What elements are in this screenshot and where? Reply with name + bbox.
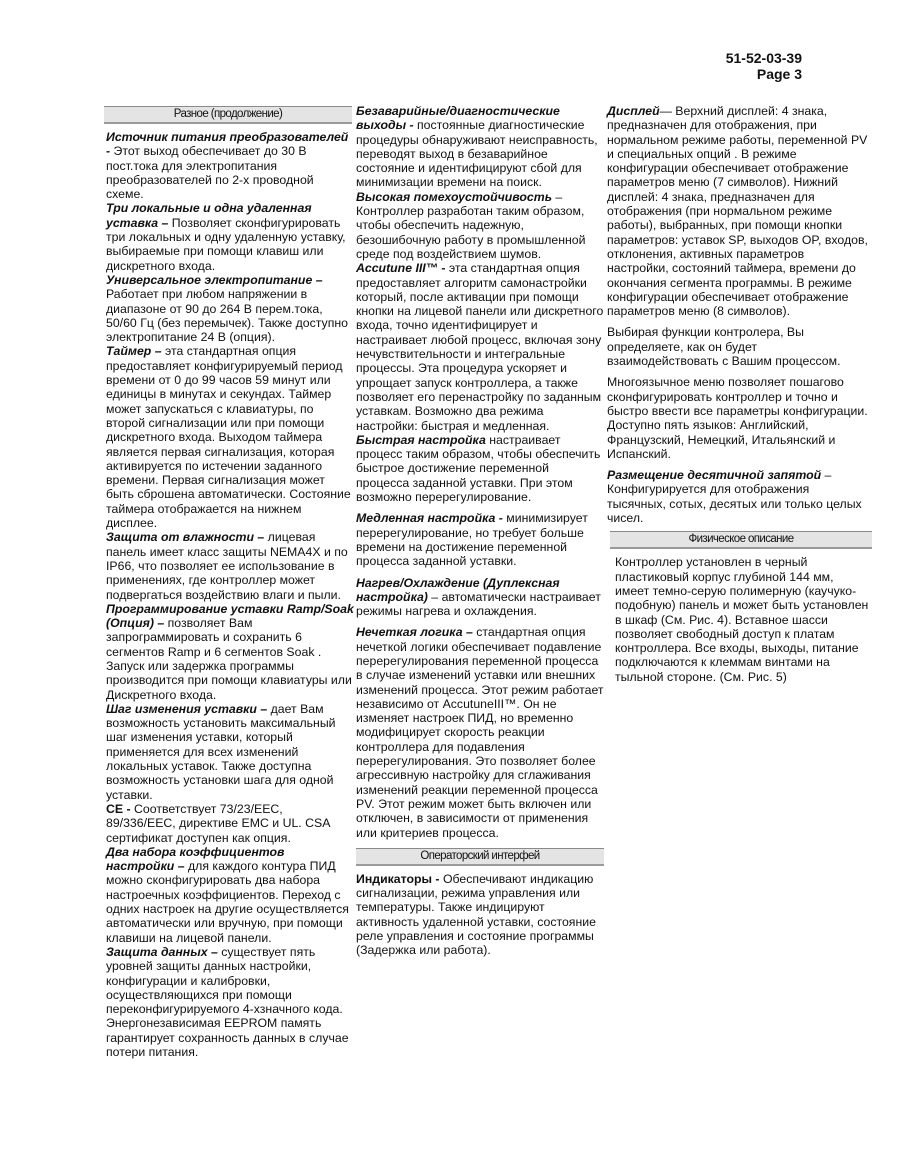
paragraph-text: эта стандартная опция предоставляет конфигурируемый период времени от 0 до 99 часов 59 минут или единицы в минутах и секундах. Таймер может запускаться с клавиатуры, по второй сигнализации или при помощи дискретного входа. Выходом таймера является первая сигнализация, которая активируется по истечении заданного времени. Первая сигнализация может быть сброшена автоматически. Состояние таймера отображается на нижнем дисплее. bbox=[106, 344, 351, 531]
paragraph-text: Соответствует 73/23/EEC, 89/336/EEC, директиве EMC и UL. CSA сертификат доступен как опция. bbox=[106, 801, 330, 845]
paragraph-text: минимизирует перерегулирование, но требует больше времени на достижение переменной процесса заданной уставки. bbox=[356, 511, 588, 569]
column-1 bbox=[106, 104, 354, 1059]
col3-items bbox=[607, 104, 869, 525]
paragraph bbox=[106, 201, 354, 272]
paragraph bbox=[607, 375, 869, 461]
paragraph-text: Обеспечивают индикацию сигнализации, режима управления или температуры. Также индицируют активность удаленной уставки, состояние реле управления и состояние программы (Задержка или работа). bbox=[356, 871, 596, 958]
paragraph-text: настраивает процесс таким образом, чтобы обеспечить быстрое достижение переменной процесса заданной уставки. При этом возможно перерегулирование. bbox=[356, 432, 601, 505]
paragraph-title: Универсальное электропитание – bbox=[106, 272, 323, 287]
paragraph-text: Многоязычное меню позволяет пошагово сконфигурировать контроллер и точно и быстро ввести все параметры конфигурации. Доступно пять языков: Английский, Французский, Немецкий, Итальянский и Испанский. bbox=[607, 375, 868, 461]
paragraph-text: — Верхний дисплей: 4 знака, предназначен для отображения, при нормальном режиме работы, переменной PV и специальных опций . В режиме конфигурации обеспечивает отображение параметров меню (7 символов). Нижний дисплей: 4 знака, предназначен для отображения (при нормальном режиме работы), выбранных, при помощи кнопки параметров: уставок SP, выходов OP, входов, отклонения, активных параметров настройки, состояний таймера, времени до окончания сегмента программы. В режиме конфигурации обеспечивает отображение параметров меню (8 символов). bbox=[607, 104, 868, 319]
paragraph-title: CE - bbox=[106, 801, 131, 816]
paragraph-text: Этот выход обеспечивает до 30 В пост.тока для электропитания преобразователей по 2-х проводной схеме. bbox=[106, 144, 314, 202]
paragraph-title: Таймер – bbox=[106, 344, 162, 359]
paragraph bbox=[106, 845, 354, 945]
paragraph-title: Защита от влажности – bbox=[106, 530, 265, 545]
paragraph-text: эта стандартная опция предоставляет алгоритм самонастройки который, после активации при помощи кнопки на лицевой панели или дискретного входа, точно идентифицирует и настраивает любой процесс, включая зону нечувствительности и интегральные процессы. Эта процедура ускоряет и упрощает запуск контроллера, а также позволяет его перенастройку по заданным уставкам. Возможно два режима настройки: быстрая и медленная. bbox=[356, 261, 604, 433]
paragraph-text: лицевая панель имеет класс защиты NEMA4X и по IP66, что позволяет ее использование в применениях, где контроллер может подвергаться воздействию влаги и пыли. bbox=[106, 530, 348, 602]
paragraph bbox=[106, 702, 354, 802]
paragraph-title: Нечеткая логика – bbox=[356, 625, 473, 640]
paragraph bbox=[356, 261, 604, 433]
paragraph-title: Три локальные и одна удаленная уставка – bbox=[106, 201, 312, 230]
paragraph bbox=[356, 625, 604, 839]
paragraph-text: – Контроллер разработан таким образом, чтобы обеспечить надежную, безошибочную работу в промышленной среде под воздействием шумов. bbox=[356, 189, 586, 261]
paragraph bbox=[106, 273, 354, 344]
column-3 bbox=[607, 104, 869, 684]
paragraph-text: Выбирая функции контролера, Вы определяете, как он будет взаимодействовать с Вашим процессом. bbox=[607, 325, 841, 369]
section-header-physical-description: Физическое описание bbox=[610, 531, 872, 549]
paragraph bbox=[106, 802, 354, 845]
page-number: Page 3 bbox=[756, 66, 802, 82]
paragraph-title: Индикаторы - bbox=[356, 871, 440, 886]
paragraph-title: Accutune III™ - bbox=[356, 261, 446, 276]
section-header-misc: Разное (продолжение) bbox=[104, 106, 352, 124]
paragraph-title: Программирование уставки Ramp/Soak (Опция) – bbox=[106, 601, 354, 631]
paragraph bbox=[356, 190, 604, 261]
paragraph-title: Высокая помехоустойчивость bbox=[356, 189, 553, 204]
physical-description-text: Контроллер установлен в черный пластиковый корпус глубиной 144 мм, имеет темно-серую полимерную (каучуко-подобную) панель и может быть установлен в шкаф (См. Рис. 4). Вставное шасси позволяет свободный доступ к платам контроллера. Все входы, выходы, питание подключаются к клеммам винтами на тыльной стороне. (См. Рис. 5) bbox=[615, 555, 869, 684]
paragraph bbox=[356, 511, 604, 568]
paragraph bbox=[607, 325, 869, 368]
col1-items bbox=[106, 130, 354, 1059]
paragraph bbox=[356, 433, 604, 504]
paragraph-title: Два набора коэффициентов настройки – bbox=[106, 844, 285, 874]
paragraph bbox=[607, 104, 869, 318]
paragraph bbox=[106, 130, 354, 201]
col2-operator-items bbox=[356, 872, 604, 958]
paragraph-title: Дисплей bbox=[607, 104, 660, 118]
paragraph-text: Работает при любом напряжении в диапазоне от 90 до 264 В перем.тока, 50/60 Гц (без перемычек). Также доступно электропитание 24 В (опция). bbox=[106, 287, 348, 345]
paragraph bbox=[106, 344, 354, 530]
paragraph-title: Шаг изменения уставки – bbox=[106, 701, 268, 716]
col2-items bbox=[356, 104, 604, 840]
paragraph-text: постоянные диагностические процедуры обнаруживают неисправность, переводят выход в безаварийное состояние и идентифицируют сбой для минимизации времени на поиск. bbox=[356, 118, 598, 190]
paragraph-text: существует пять уровней защиты данных настройки, конфигурации и калибровки, осуществляющихся при помощи переконфигурируемого 4-хзначного кода. Энергонезависимая EEPROM память гарантирует сохранность данных в случае потери питания. bbox=[106, 944, 349, 1059]
paragraph-title: Защита данных – bbox=[106, 944, 218, 959]
paragraph-title: Размещение десятичной запятой bbox=[607, 468, 822, 483]
section-header-operator-interface: Операторский интерфей bbox=[356, 848, 604, 866]
paragraph-title: Нагрев/Охлаждение (Дуплексная настройка) bbox=[356, 575, 560, 604]
document-number: 51-52-03-39 bbox=[725, 50, 802, 66]
paragraph bbox=[106, 530, 354, 601]
paragraph-text: стандартная опция нечеткой логики обеспечивает подавление перерегулирования переменной процесса в случае изменений уставки или внешних изменений процесса. Этот режим работает независимо от AccutuneIII™. Он не изменяет настроек ПИД, но временно модифицирует скорость реакции контроллера для подавления перерегулирования. Это позволяет более агрессивную настройку для сглаживания изменений реакции переменной процесса PV. Этот режим может быть включен или отключен, в зависимости от применения или критериев процесса. bbox=[356, 625, 604, 840]
paragraph-title: Медленная настройка - bbox=[356, 511, 503, 526]
column-2 bbox=[356, 104, 604, 958]
page-header bbox=[726, 50, 802, 82]
paragraph-text: для каждого контура ПИД можно сконфигурировать два набора настроечных коэффициентов. Переход с одних настроек на другие осуществляется автоматически или вручную, при помощи клавиши на лицевой панели. bbox=[106, 859, 349, 945]
paragraph-text: дает Вам возможность установить максимальный шаг изменения уставки, который применяется для всех изменений локальных уставок. Также доступна возможность установки шага для одной уставки. bbox=[106, 701, 336, 802]
paragraph bbox=[106, 945, 354, 1059]
paragraph bbox=[356, 576, 604, 619]
paragraph-title: Безаварийные/диагностические выходы - bbox=[356, 104, 560, 133]
paragraph-text: Позволяет сконфигурировать три локальных и одну удаленную уставку, выбираемые при помощи клавиш или дискретного входа. bbox=[106, 215, 346, 273]
paragraph-title: Быстрая настройка bbox=[356, 432, 486, 447]
paragraph-text: – Конфигурируется для отображения тысячных, сотых, десятых или только целых чисел. bbox=[607, 468, 862, 526]
paragraph bbox=[106, 602, 354, 702]
paragraph bbox=[607, 468, 869, 525]
paragraph bbox=[356, 104, 604, 190]
paragraph-text: позволяет Вам запрограммировать и сохранить 6 сегментов Ramp и 6 сегментов Soak . Запуск или задержка программы производится при помощи клавиатуры или Дискретного входа. bbox=[106, 616, 352, 702]
paragraph-text: – автоматически настраивает режимы нагрева и охлаждения. bbox=[356, 589, 601, 619]
paragraph bbox=[356, 872, 604, 958]
paragraph-title: Источник питания преобразователей - bbox=[106, 130, 349, 159]
